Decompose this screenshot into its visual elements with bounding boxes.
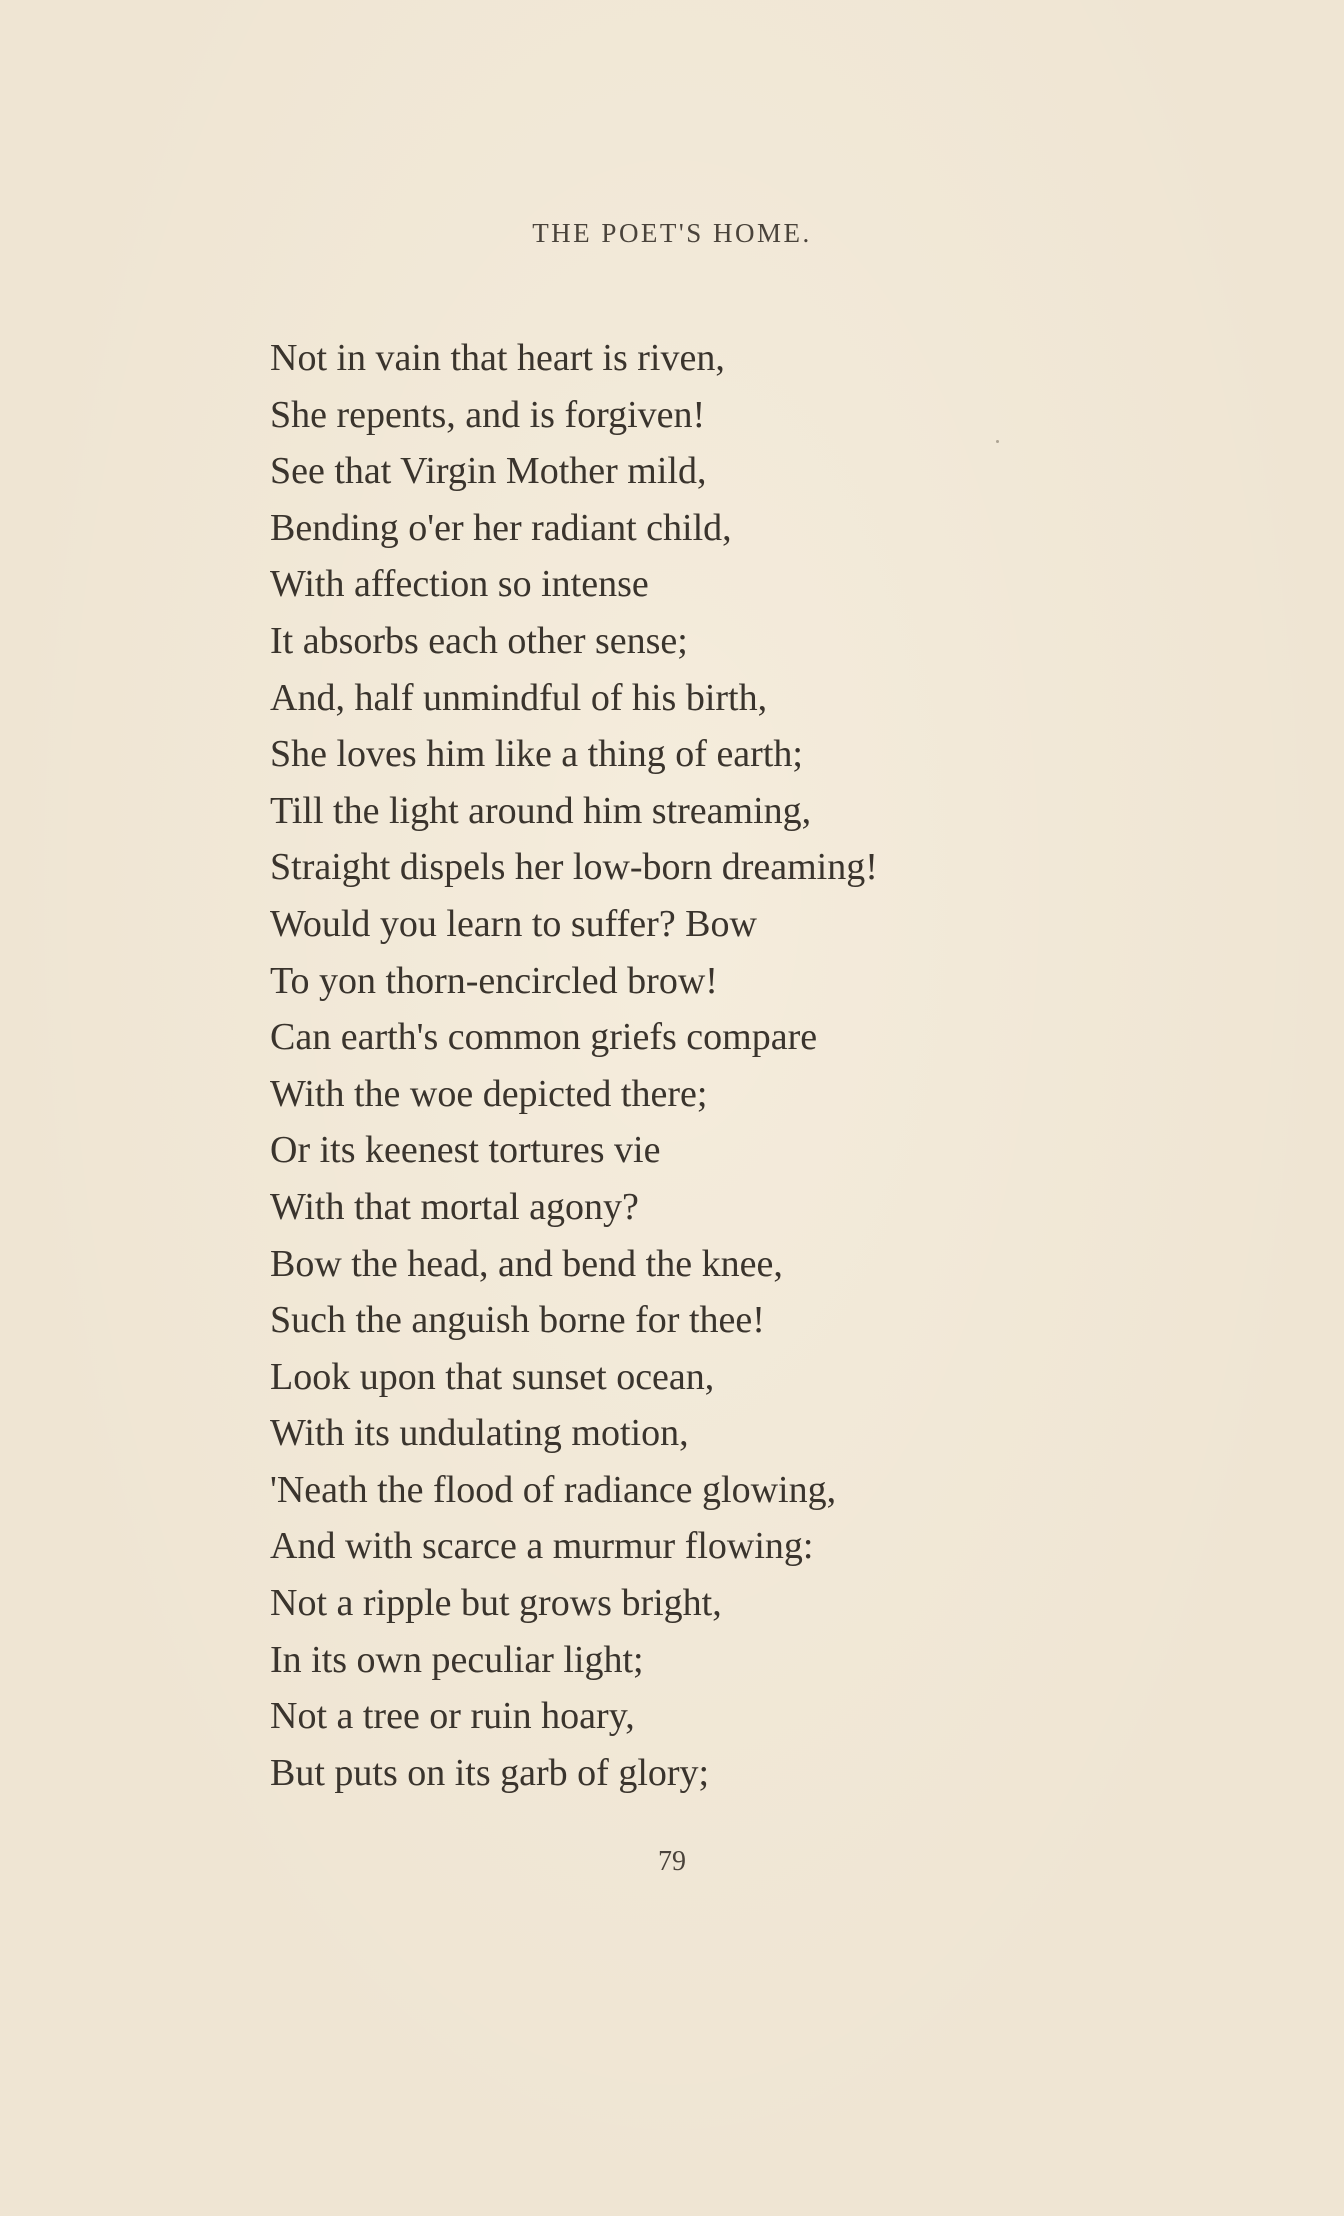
poem-line: Bow the head, and bend the knee, (270, 1242, 783, 1285)
poem-line: Can earth's common griefs compare (270, 1016, 818, 1059)
poem-line: She repents, and is forgiven! (270, 393, 706, 436)
poem-line: But puts on its garb of glory; (270, 1751, 710, 1794)
poem-line: And with scarce a murmur flowing: (270, 1525, 814, 1568)
poem-line: 'Neath the flood of radiance glowing, (270, 1468, 837, 1511)
poem-line: She loves him like a thing of earth; (270, 733, 803, 776)
running-head: THE POET'S HOME. (532, 218, 812, 248)
poem-text (270, 330, 878, 1801)
poem-line: Bending o'er her radiant child, (270, 506, 732, 549)
poem-line: With the woe depicted there; (270, 1072, 708, 1115)
poem-line: In its own peculiar light; (270, 1638, 644, 1681)
poem-line: With affection so intense (270, 563, 649, 606)
poem-line: See that Virgin Mother mild, (270, 450, 707, 493)
poem-line: To yon thorn-encircled brow! (270, 959, 718, 1002)
poem-line: Look upon that sunset ocean, (270, 1355, 715, 1398)
poem-line: And, half unmindful of his birth, (270, 676, 768, 719)
poem-line: Not a ripple but grows bright, (270, 1582, 722, 1625)
poem-line: It absorbs each other sense; (270, 619, 688, 662)
poem-line: Not in vain that heart is riven, (270, 337, 725, 379)
poem-line: With its undulating motion, (270, 1412, 689, 1455)
poem-line: Straight dispels her low-born dreaming! (270, 846, 878, 889)
poem-line: Would you learn to suffer? Bow (270, 902, 757, 945)
poem-line: Or its keenest tortures vie (270, 1129, 661, 1172)
poem-line: Not a tree or ruin hoary, (270, 1695, 635, 1738)
paper-speck (996, 440, 999, 443)
poem-line: With that mortal agony? (270, 1185, 639, 1228)
poem-line: Till the light around him streaming, (270, 789, 812, 832)
poem-line: Such the anguish borne for thee! (270, 1299, 765, 1342)
page-number: 79 (658, 1846, 686, 1877)
